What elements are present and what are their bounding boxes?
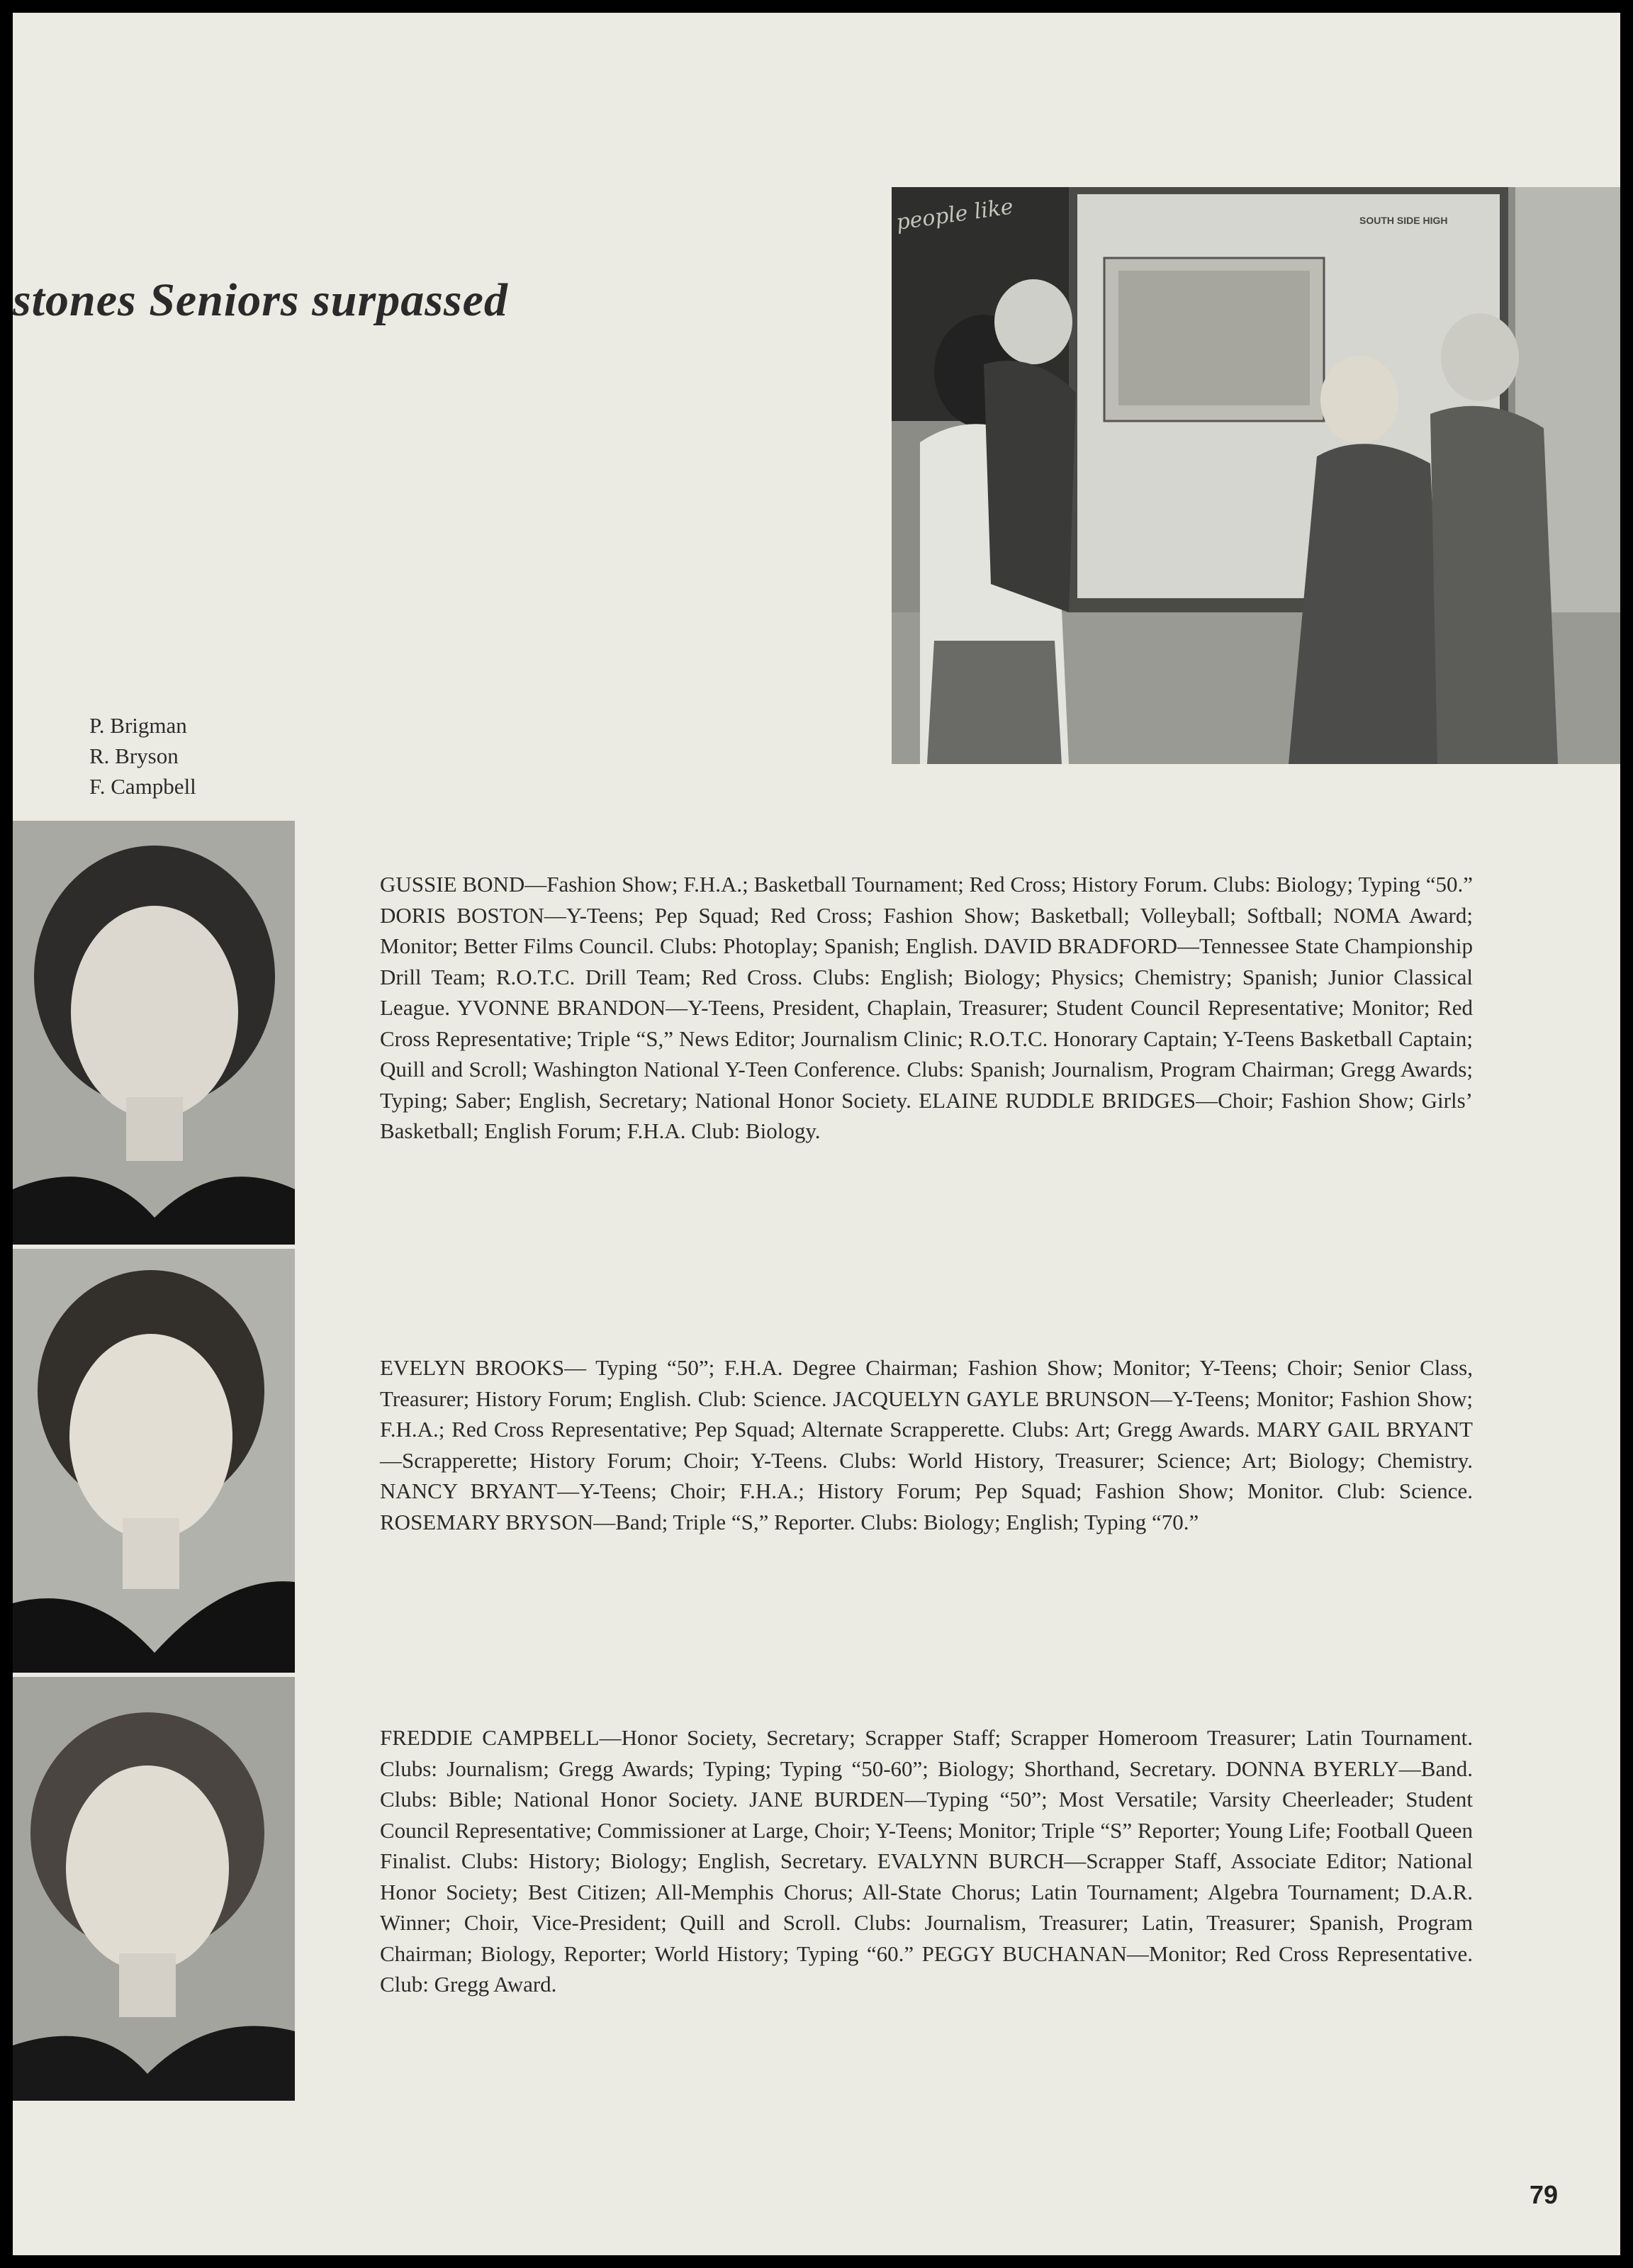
- yearbook-page: [13, 13, 1620, 2255]
- bio-paragraph-2: EVELYN BROOKS— Typing “50”; F.H.A. Degree Chairman; Fashion Show; Monitor; Y-Teens; Choir; Senior Class, Treasurer; History Forum; English. Club: Science. JACQUELYN GAYLE BRUNSON—Y-Teens; Monitor; Fashion Show; F.H.A.; Red Cross Representative; Pep Squad; Alternate Scrapperette. Clubs: Art; Gregg Awards. MARY GAIL BRYANT—Scrapperette; History Forum; Choir; Y-Teens. Clubs: World History, Treasurer; Science; Art; Biology; Chemistry. NANCY BRYANT—Y-Teens; Choir; F.H.A.; History Forum; Pep Squad; Fashion Show; Monitor. Club: Science. ROSEMARY BRYSON—Band; Triple “S,” Reporter. Clubs: Biology; English; Typing “70.”: [380, 1355, 1473, 1534]
- portrait-brigman: [13, 821, 295, 1245]
- portrait-bryson: [13, 1249, 295, 1673]
- portrait-campbell: [13, 1677, 295, 2101]
- group-photo: [892, 187, 1620, 764]
- caption-name: F. Campbell: [89, 774, 196, 799]
- portrait-image: [13, 1677, 295, 2101]
- page-headline: stones Seniors surpassed: [13, 274, 508, 326]
- portrait-image: [13, 1249, 295, 1673]
- caption-name: R. Bryson: [89, 743, 179, 768]
- portrait-image: [13, 821, 295, 1245]
- group-photo-illustration: [892, 187, 1620, 764]
- handwritten-sign: people like: [894, 194, 1015, 235]
- page-number: 79: [1530, 2180, 1559, 2209]
- photo-caption-names: [89, 710, 196, 802]
- caption-name: P. Brigman: [89, 713, 187, 738]
- bio-paragraph-3: FREDDIE CAMPBELL—Honor Society, Secretary; Scrapper Staff; Scrapper Homeroom Treasurer; Latin Tournament. Clubs: Journalism; Gregg Awards; Typing; Typing “50-60”; Biology; Shorthand, Secretary. DONNA BYERLY—Band. Clubs: Bible; National Honor Society. JANE BURDEN—Typing “50”; Most Versatile; Varsity Cheerleader; Student Council Representative; Commissioner at Large, Choir; Y-Teens; Monitor; Triple “S” Reporter; Young Life; Football Queen Finalist. Clubs: History; Biology; English, Secretary. EVALYNN BURCH—Scrapper Staff, Associate Editor; National Honor Society; Best Citizen; All-Memphis Chorus; All-State Chorus; Latin Tournament; Algebra Tournament; D.A.R. Winner; Choir, Vice-President; Quill and Scroll. Clubs: Journalism, Treasurer; Latin, Treasurer; Spanish, Program Chairman; Biology, Reporter; World History; Typing “60.” PEGGY BUCHANAN—Monitor; Red Cross Representative. Club: Gregg Award.: [380, 1725, 1473, 1997]
- poster-heading: SOUTH SIDE HIGH: [1359, 215, 1448, 226]
- bio-paragraph-1: GUSSIE BOND—Fashion Show; F.H.A.; Basketball Tournament; Red Cross; History Forum. Clubs: Biology; Typing “50.” DORIS BOSTON—Y-Teens; Pep Squad; Red Cross; Fashion Show; Basketball; Volleyball; Softball; NOMA Award; Monitor; Better Films Council. Clubs: Photoplay; Spanish; English. DAVID BRADFORD—Tennessee State Championship Drill Team; R.O.T.C. Drill Team; Red Cross. Clubs: English; Biology; Physics; Chemistry; Spanish; Junior Classical League. YVONNE BRANDON—Y-Teens, President, Chaplain, Treasurer; Student Council Representative; Monitor; Red Cross Representative; Triple “S,” News Editor; Journalism Clinic; R.O.T.C. Honorary Captain; Y-Teens Basketball Captain; Quill and Scroll; Washington National Y-Teen Conference. Clubs: Spanish; Journalism, Program Chairman; Gregg Awards; Typing; Saber; English, Secretary; National Honor Society. ELAINE RUDDLE BRIDGES—Choir; Fashion Show; Girls’ Basketball; English Forum; F.H.A. Club: Biology.: [380, 872, 1473, 1143]
